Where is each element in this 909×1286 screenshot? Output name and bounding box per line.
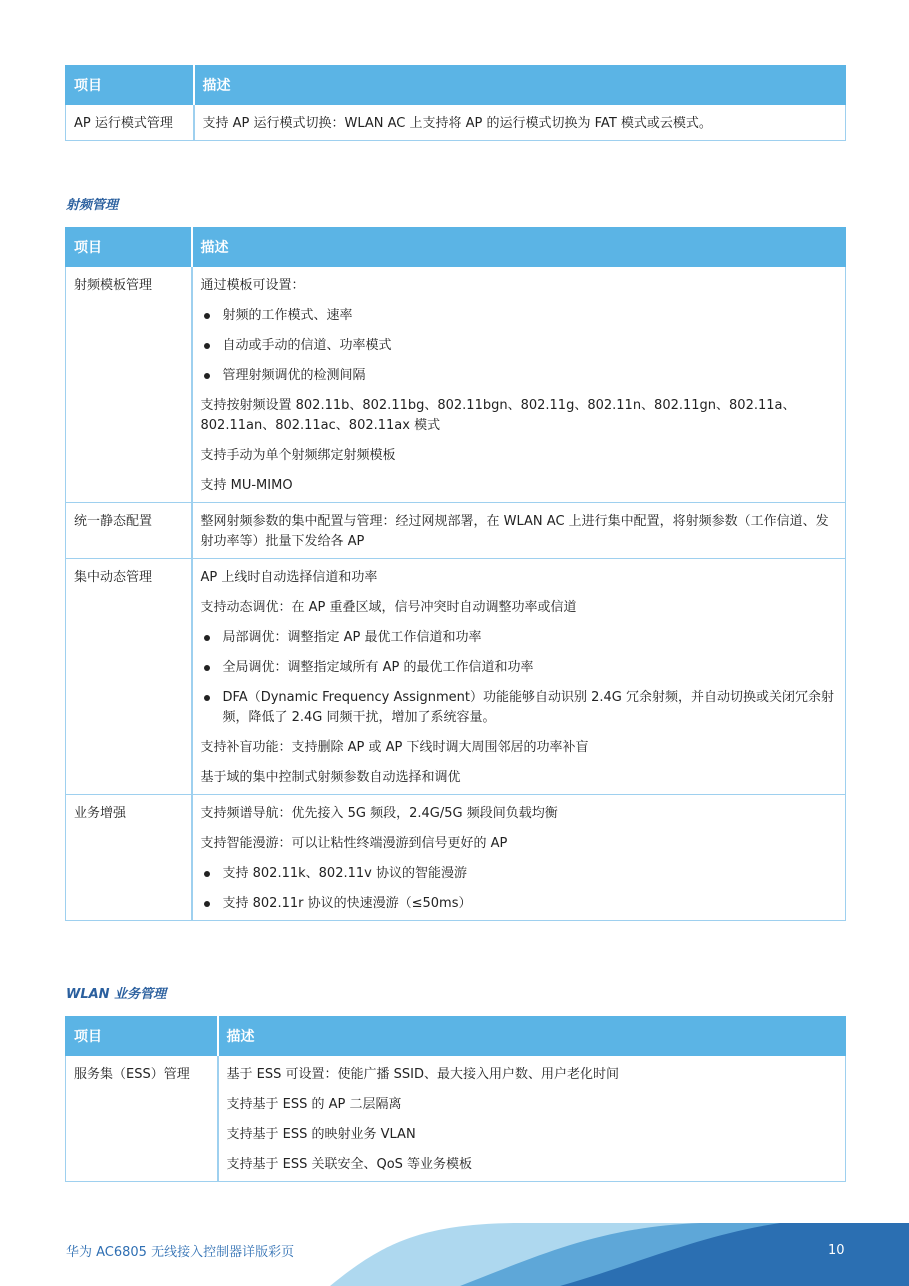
- column-header-item: 项目: [66, 66, 194, 105]
- description-cell: [192, 795, 846, 921]
- description-line: 支持手动为单个射频绑定射频模板: [200, 448, 396, 463]
- description-line: 支持动态调优：在 AP 重叠区域，信号冲突时自动调整功率或信道: [200, 600, 577, 615]
- bullet-item: [201, 306, 838, 326]
- description-line: 支持补盲功能：支持删除 AP 或 AP 下线时调大周围邻居的功率补盲: [200, 740, 589, 755]
- description-line: 支持 MU-MIMO: [200, 478, 293, 493]
- bullet-item: [201, 628, 838, 648]
- table-row: [66, 795, 846, 921]
- item-cell: 业务增强: [66, 795, 192, 921]
- table-row: [66, 503, 846, 559]
- bullet-dot-icon: [204, 871, 210, 877]
- description-cell: [192, 559, 846, 795]
- bullet-text: 管理射频调优的检测间隔: [222, 368, 366, 383]
- bullet-text: 局部调优：调整指定 AP 最优工作信道和功率: [222, 630, 482, 645]
- bullet-dot-icon: [204, 695, 210, 701]
- bullet-item: [201, 688, 838, 728]
- description-line: 支持基于 ESS 的映射业务 VLAN: [226, 1127, 416, 1142]
- description-cell: [194, 105, 846, 141]
- description-line: 支持频谱导航：优先接入 5G 频段，2.4G/5G 频段间负载均衡: [200, 806, 558, 821]
- item-cell: AP 运行模式管理: [66, 105, 194, 141]
- bullet-dot-icon: [204, 665, 210, 671]
- description-line: 整网射频参数的集中配置与管理：经过网规部署，在 WLAN AC 上进行集中配置，将射频参数（工作信道、发射功率等）批量下发给各 AP: [200, 514, 829, 549]
- table-header-row: [66, 1017, 846, 1056]
- item-cell: 射频模板管理: [66, 267, 192, 503]
- bullet-item: [201, 336, 838, 356]
- section-title-rf-management: 射频管理: [66, 198, 119, 213]
- description-line: 支持 AP 运行模式切换：WLAN AC 上支持将 AP 的运行模式切换为 FAT 模式或云模式。: [202, 116, 712, 131]
- description-line: 支持按射频设置 802.11b、802.11bg、802.11bgn、802.11g、802.11n、802.11gn、802.11a、802.11an、802.11ac、802.11ax 模式: [200, 398, 796, 433]
- description-line: 通过模板可设置：: [200, 278, 305, 293]
- description-line: 支持智能漫游：可以让粘性终端漫游到信号更好的 AP: [200, 836, 508, 851]
- description-cell: [192, 267, 846, 503]
- bullet-item: [201, 894, 838, 914]
- page-number: 10: [828, 1243, 845, 1258]
- rf-management-table: [65, 227, 846, 921]
- item-cell: 服务集（ESS）管理: [66, 1056, 218, 1182]
- bullet-item: [201, 366, 838, 386]
- bullet-text: DFA（Dynamic Frequency Assignment）功能能够自动识别 2.4G 冗余射频，并自动切换或关闭冗余射频，降低了 2.4G 同频干扰，增加了系统容量。: [222, 690, 834, 725]
- bullet-item: [201, 864, 838, 884]
- column-header-item: 项目: [66, 228, 192, 267]
- table-header-row: [66, 228, 846, 267]
- column-header-description: 描述: [194, 66, 846, 105]
- table-header-row: [66, 66, 846, 105]
- bullet-text: 射频的工作模式、速率: [222, 308, 353, 323]
- wlan-service-table: [65, 1016, 846, 1182]
- bullet-dot-icon: [204, 313, 210, 319]
- bullet-item: [201, 658, 838, 678]
- description-cell: [218, 1056, 846, 1182]
- bullet-text: 全局调优：调整指定域所有 AP 的最优工作信道和功率: [222, 660, 534, 675]
- bullet-text: 支持 802.11k、802.11v 协议的智能漫游: [222, 866, 467, 881]
- section-title-wlan-service-management: WLAN 业务管理: [66, 987, 167, 1002]
- table-row: [66, 267, 846, 503]
- column-header-description: 描述: [192, 228, 846, 267]
- table-row: [66, 559, 846, 795]
- description-line: 基于域的集中控制式射频参数自动选择和调优: [200, 770, 461, 785]
- bullet-dot-icon: [204, 373, 210, 379]
- item-cell: 集中动态管理: [66, 559, 192, 795]
- ap-mode-table: [65, 65, 846, 141]
- column-header-item: 项目: [66, 1017, 218, 1056]
- description-line: 支持基于 ESS 关联安全、QoS 等业务模板: [226, 1157, 473, 1172]
- item-cell: 统一静态配置: [66, 503, 192, 559]
- footer-document-title: 华为 AC6805 无线接入控制器详版彩页: [66, 1245, 295, 1260]
- bullet-dot-icon: [204, 901, 210, 907]
- bullet-dot-icon: [204, 343, 210, 349]
- bullet-dot-icon: [204, 635, 210, 641]
- description-cell: [192, 503, 846, 559]
- description-line: AP 上线时自动选择信道和功率: [200, 570, 378, 585]
- description-line: 支持基于 ESS 的 AP 二层隔离: [226, 1097, 402, 1112]
- table-row: [66, 105, 846, 141]
- description-line: 基于 ESS 可设置：使能广播 SSID、最大接入用户数、用户老化时间: [226, 1067, 619, 1082]
- column-header-description: 描述: [218, 1017, 846, 1056]
- bullet-text: 支持 802.11r 协议的快速漫游（≤50ms）: [222, 896, 472, 911]
- bullet-text: 自动或手动的信道、功率模式: [222, 338, 392, 353]
- table-row: [66, 1056, 846, 1182]
